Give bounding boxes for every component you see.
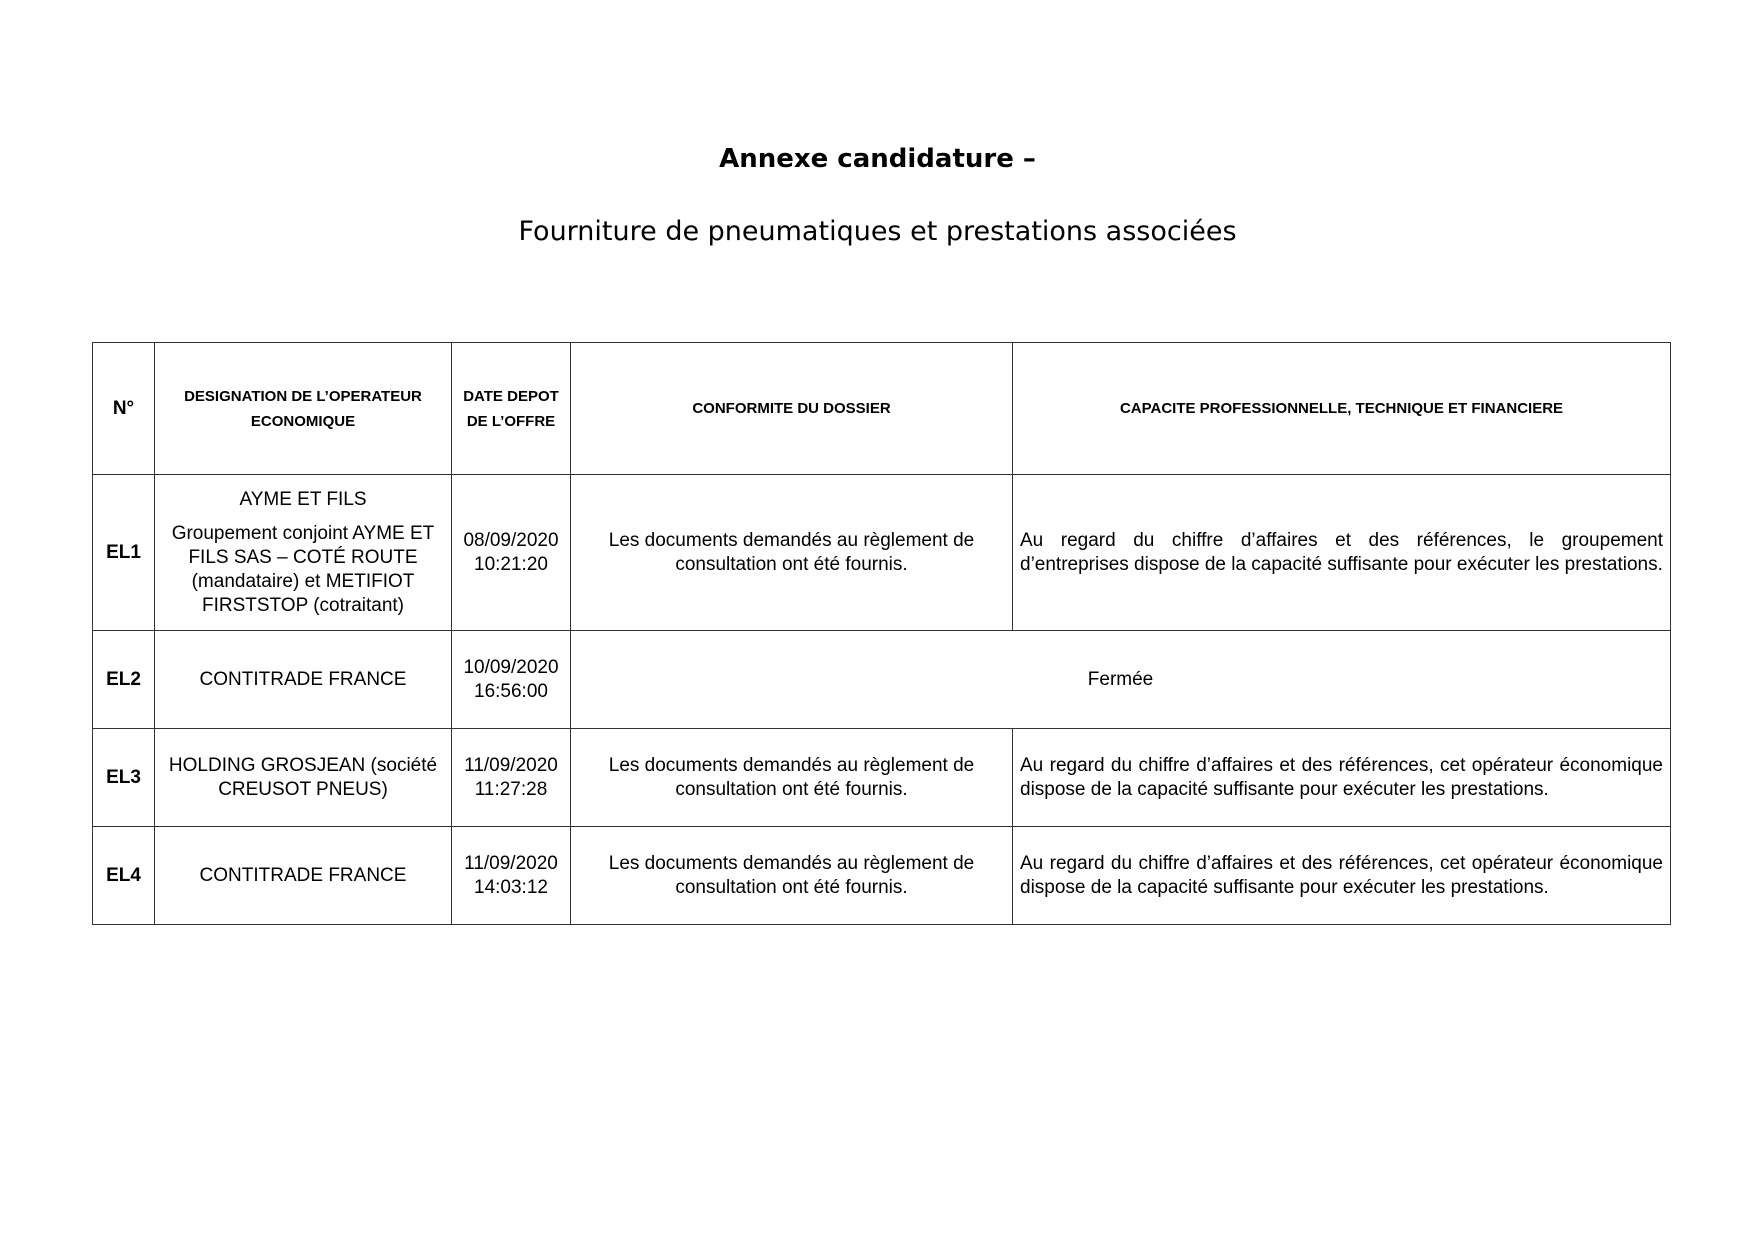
header-date: DATE DEPOT DE L’OFFRE [452,343,571,475]
row-number: EL1 [93,475,155,631]
date-cell [452,475,571,631]
deposit-date: 10/09/2020 [463,656,559,678]
table-row [93,475,1671,631]
operator-detail: Groupement conjoint AYME ET FILS SAS – COTÉ ROUTE (mandataire) et METIFIOT FIRSTSTOP (cotraitant) [171,522,435,616]
header-capacite: CAPACITE PROFESSIONNELLE, TECHNIQUE ET FINANCIERE [1013,343,1671,475]
operator-name: CONTITRADE FRANCE [155,631,452,729]
date-cell [452,827,571,925]
conformite-cell: Les documents demandés au règlement de consultation ont été fournis. [571,729,1013,827]
capacite-cell: Au regard du chiffre d’affaires et des références, cet opérateur économique dispose de la capacité suffisante pour exécuter les prestations. [1013,729,1671,827]
deposit-time: 11:27:28 [474,778,548,800]
operator-cell [155,475,452,631]
row-number: EL2 [93,631,155,729]
capacite-cell: Au regard du chiffre d’affaires et des références, le groupement d’entreprises dispose de la capacité suffisante pour exécuter les prestations. [1013,475,1671,631]
row-number: EL4 [93,827,155,925]
row-number: EL3 [93,729,155,827]
conformite-cell: Les documents demandés au règlement de consultation ont été fournis. [571,475,1013,631]
header-num: N° [93,343,155,475]
document-title: Annexe candidature – [719,144,1036,174]
header-conformite: CONFORMITE DU DOSSIER [571,343,1013,475]
table-row [93,827,1671,925]
date-cell [452,729,571,827]
status-cell: Fermée [571,631,1671,729]
document-subtitle: Fourniture de pneumatiques et prestations associées [518,216,1237,247]
conformite-cell: Les documents demandés au règlement de consultation ont été fournis. [571,827,1013,925]
capacite-cell: Au regard du chiffre d’affaires et des références, cet opérateur économique dispose de la capacité suffisante pour exécuter les prestations. [1013,827,1671,925]
deposit-date: 08/09/2020 [463,529,559,551]
candidature-table [92,342,1671,925]
deposit-time: 14:03:12 [474,876,548,898]
table-row [93,631,1671,729]
header-designation: DESIGNATION DE L’OPERATEUR ECONOMIQUE [155,343,452,475]
operator-name: AYME ET FILS [239,488,367,510]
operator-name: HOLDING GROSJEAN (société CREUSOT PNEUS) [155,729,452,827]
table-header-row [93,343,1671,475]
deposit-time: 10:21:20 [474,553,548,575]
date-cell [452,631,571,729]
table-row [93,729,1671,827]
operator-name: CONTITRADE FRANCE [155,827,452,925]
deposit-date: 11/09/2020 [464,754,558,776]
deposit-date: 11/09/2020 [464,852,558,874]
deposit-time: 16:56:00 [474,680,548,702]
